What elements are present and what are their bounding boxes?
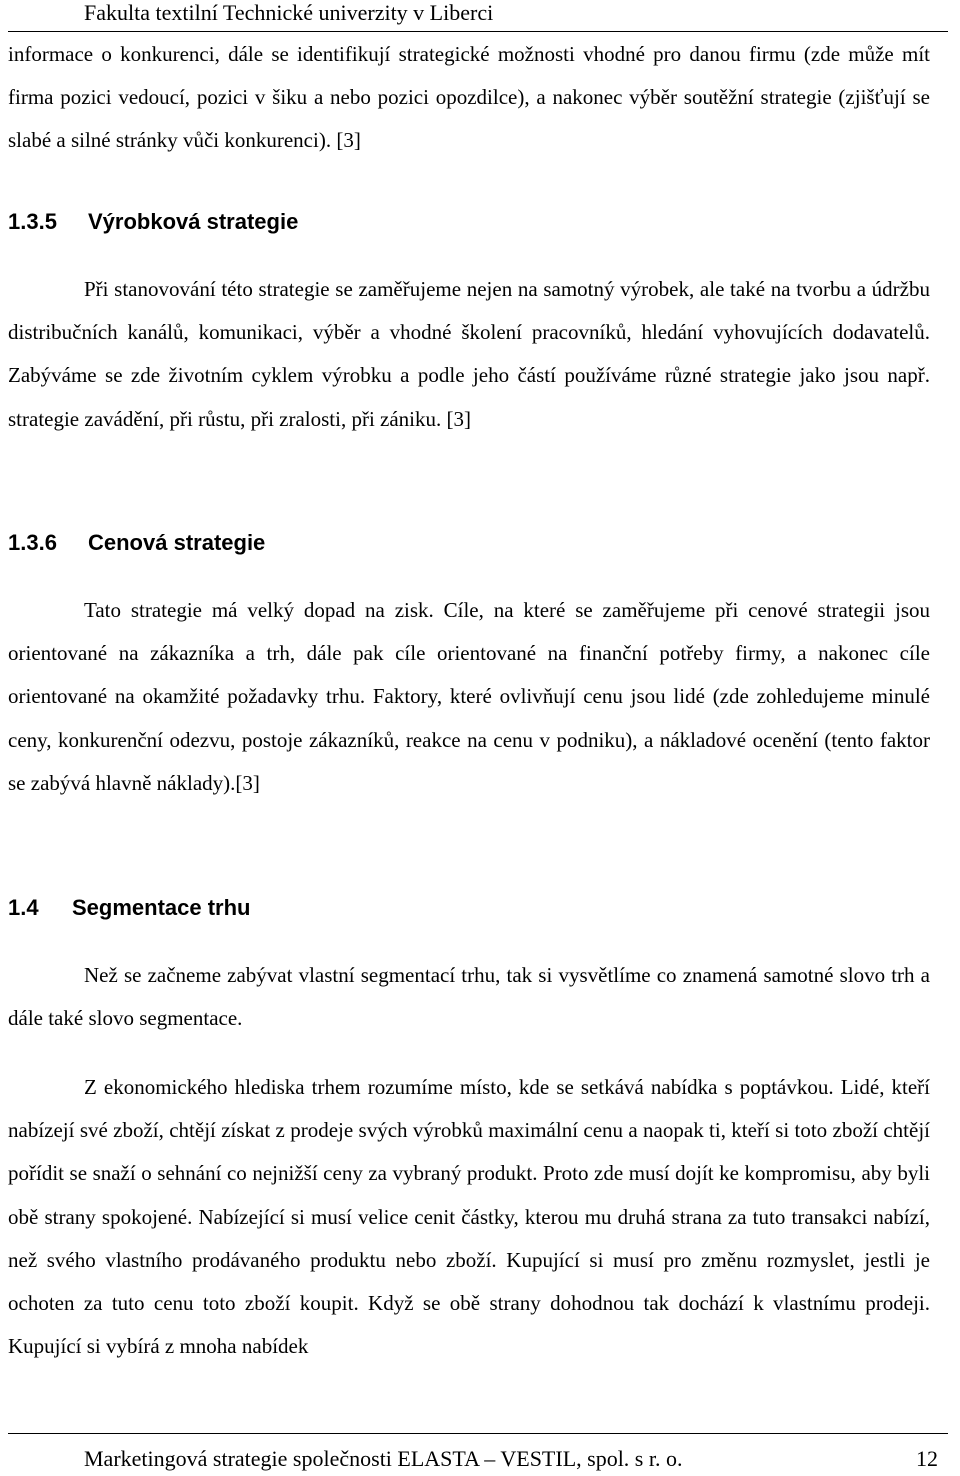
paragraph-cenova bbox=[8, 589, 930, 805]
paragraph-text: Z ekonomického hlediska trhem rozumíme místo, kde se setkává nabídka s poptávkou. Lidé, kteří nabízejí své zboží, chtějí získat z prodeje svých výrobků maximální cenu a naopak ti, kteří si toto zboží chtějí pořídit se snaží o sehnání co nejnižší ceny za vybraný produkt. Proto zde musí dojít ke kompromisu, aby byli obě strany spokojené. Nabízející si musí velice cenit částky, kterou mu druhá strana za tuto transakci nabízí, než svého vlastního prodávaného produktu nebo zboží. Kupující si musí pro změnu rozmyslet, jestli je ochoten za tuto cenu toto zboží koupit. Když se obě strany dohodnou tak dochází k vlastnímu prodeji. Kupující si vybírá z mnoha nabídek bbox=[8, 1075, 930, 1359]
page-number: 12 bbox=[916, 1446, 938, 1471]
header-rule bbox=[8, 31, 948, 32]
header-institution: Fakulta textilní Technické univerzity v Liberci bbox=[84, 0, 494, 25]
paragraph-text: Než se začneme zabývat vlastní segmentací trhu, tak si vysvětlíme co znamená samotné slovo trh a dále také slovo segmentace. bbox=[8, 963, 930, 1031]
heading-1-3-5 bbox=[8, 209, 298, 235]
heading-1-3-6 bbox=[8, 530, 265, 556]
heading-1-4 bbox=[8, 895, 251, 921]
heading-number: 1.3.6 bbox=[8, 530, 57, 555]
paragraph-vyrobkova bbox=[8, 268, 930, 441]
heading-title: Segmentace trhu bbox=[72, 895, 251, 920]
paragraph-intro: informace o konkurenci, dále se identifikují strategické možnosti vhodné pro danou firmu (zde může mít firma pozici vedoucí, pozici v šiku a nebo pozici opozdilce), a nakonec výběr soutěžní strategie (zjišťují se slabé a silné stránky vůči konkurenci). [3] bbox=[8, 42, 930, 153]
heading-number: 1.3.5 bbox=[8, 209, 57, 234]
heading-number: 1.4 bbox=[8, 895, 39, 920]
heading-title: Cenová strategie bbox=[88, 530, 266, 555]
paragraph-text: Tato strategie má velký dopad na zisk. Cíle, na které se zaměřujeme při cenové strategii jsou orientované na zákazníka a trh, dále pak cíle orientované na finanční potřeby firmy, a nakonec cíle orientované na okamžité požadavky trhu. Faktory, které ovlivňují cenu jsou lidé (zde zohledujeme minulé ceny, konkurenční odezvu, postoje zákazníků, reakce na cenu v podniku), a nákladové ocenění (tento faktor se zabývá hlavně náklady).[3] bbox=[8, 598, 930, 795]
footer-title: Marketingová strategie společnosti ELASTA – VESTIL, spol. s r. o. bbox=[84, 1446, 683, 1471]
paragraph-segmentace-intro bbox=[8, 954, 930, 1040]
footer-rule bbox=[8, 1433, 948, 1434]
paragraph-trh bbox=[8, 1066, 930, 1368]
paragraph-text: Při stanovování této strategie se zaměřujeme nejen na samotný výrobek, ale také na tvorbu a údržbu distribučních kanálů, komunikaci, výběr a vhodné školení pracovníků, hledání vyhovujících dodavatelů. Zabýváme se zde životním cyklem výrobku a podle jeho částí používáme různé strategie jako jsou např. strategie zavádění, při růstu, při zralosti, při zániku. [3] bbox=[8, 277, 930, 431]
heading-title: Výrobková strategie bbox=[88, 209, 299, 234]
